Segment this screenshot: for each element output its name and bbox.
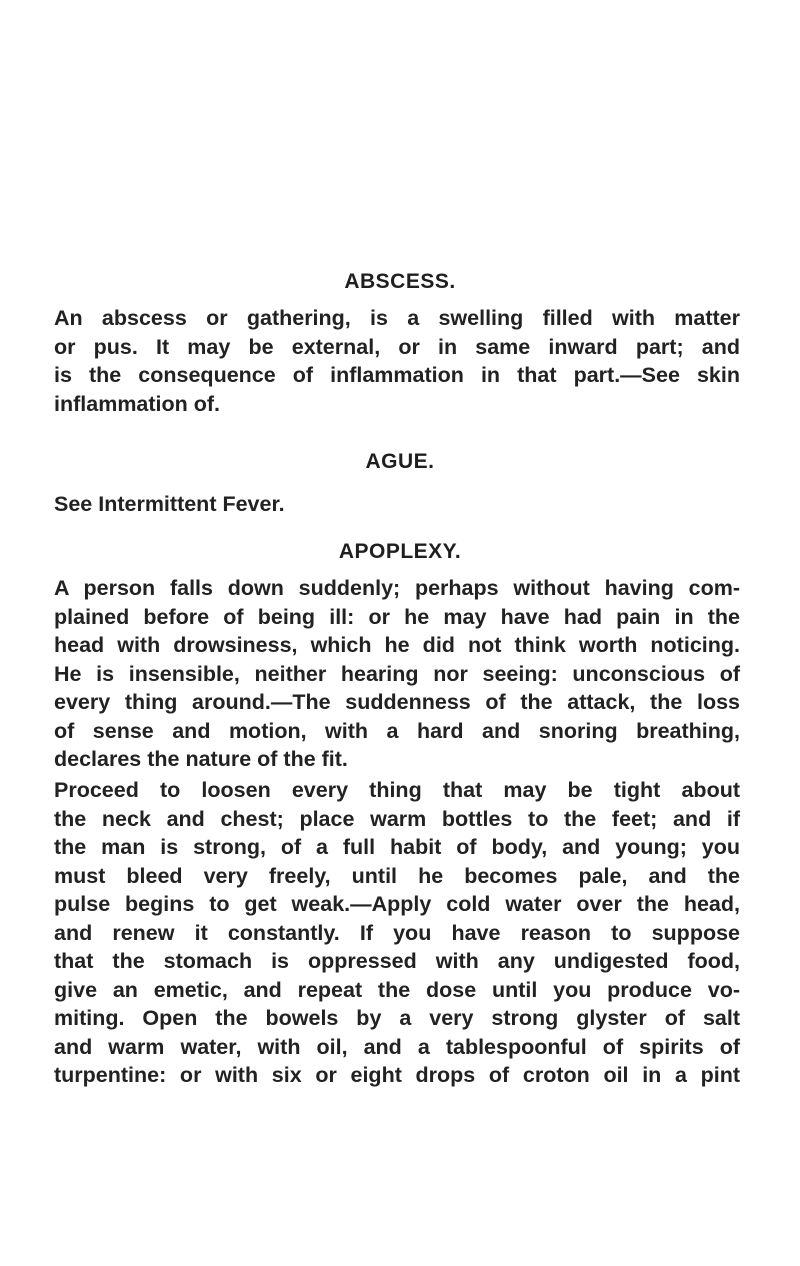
text-line: declares the nature of the fit. <box>54 747 348 771</box>
text-line: give an emetic, and repeat the dose until you produce vo- <box>54 977 740 1002</box>
text-line: inflammation of. <box>54 391 221 416</box>
text-line: must bleed very freely, until he becomes pale, and the <box>54 863 740 888</box>
text-line: and warm water, with oil, and a tablespoonful of spirits of <box>54 1034 740 1059</box>
text-line: turpentine: or with six or eight drops of croton oil in a pint <box>54 1063 740 1087</box>
paragraph-ague <box>54 490 740 519</box>
heading-abscess: ABSCESS. <box>344 270 456 293</box>
text-line: He is insensible, neither hearing nor seeing: unconscious of <box>54 661 740 686</box>
paragraph-apoplexy <box>54 574 740 774</box>
text-line: head with drowsiness, which he did not think worth noticing. <box>54 633 740 657</box>
paragraph-treatment <box>54 776 740 1090</box>
text-line: or pus. It may be external, or in same inward part; and <box>54 334 740 359</box>
text-line: that the stomach is oppressed with any undigested food, <box>54 949 740 973</box>
paragraph-abscess <box>54 304 740 418</box>
heading-ague: AGUE. <box>365 450 435 473</box>
text-line: plained before of being ill: or he may have had pain in the <box>54 604 740 629</box>
text-line: A person falls down suddenly; perhaps without having com- <box>54 576 740 600</box>
text-line: is the consequence of inflammation in that part.—See skin <box>54 363 740 387</box>
text-line: and renew it constantly. If you have reason to suppose <box>54 920 740 945</box>
text-line: See Intermittent Fever. <box>54 492 285 516</box>
text-line: An abscess or gathering, is a swelling filled with matter <box>54 306 740 330</box>
text-line: of sense and motion, with a hard and snoring breathing, <box>54 718 740 743</box>
text-line: pulse begins to get weak.—Apply cold water over the head, <box>54 892 740 916</box>
text-line: every thing around.—The suddenness of the attack, the loss <box>54 690 740 714</box>
text-line: miting. Open the bowels by a very strong glyster of salt <box>54 1006 740 1030</box>
text-line: the man is strong, of a full habit of body, and young; you <box>54 835 740 859</box>
text-line: the neck and chest; place warm bottles to the feet; and if <box>54 806 740 831</box>
heading-apoplexy: APOPLEXY. <box>338 540 462 563</box>
text-line: Proceed to loosen every thing that may be tight about <box>54 778 740 802</box>
